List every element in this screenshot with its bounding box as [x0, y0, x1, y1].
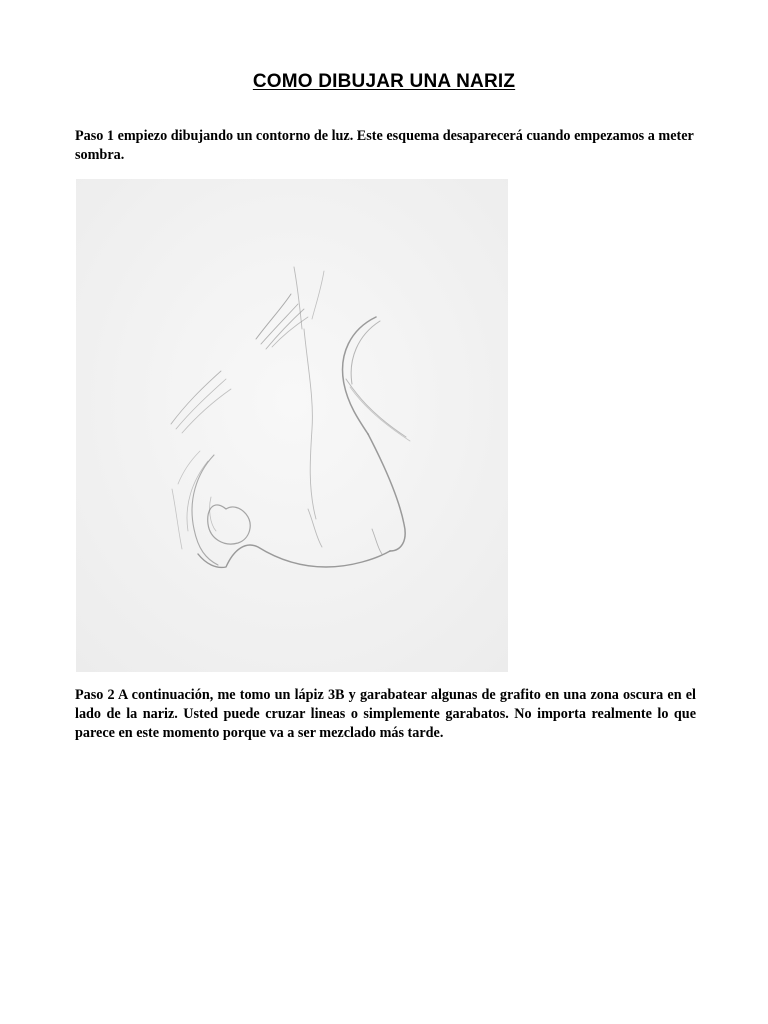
step-2-paragraph: Paso 2 A continuación, me tomo un lápiz 3B y garabatear algunas de grafito en una zona oscura en el lado de la nariz. Usted puede cruzar lineas o simplemente garabatos. No importa realmente lo que parece en este momento porque va a ser mezclado más tarde.: [75, 687, 696, 741]
nose-sketch-drawing: [76, 179, 508, 672]
step-1-paragraph: Paso 1 empiezo dibujando un contorno de luz. Este esquema desaparecerá cuando empezamos a meter sombra.: [75, 128, 694, 163]
page-title: COMO DIBUJAR UNA NARIZ: [252, 71, 516, 92]
nose-sketch-image: [76, 179, 508, 672]
